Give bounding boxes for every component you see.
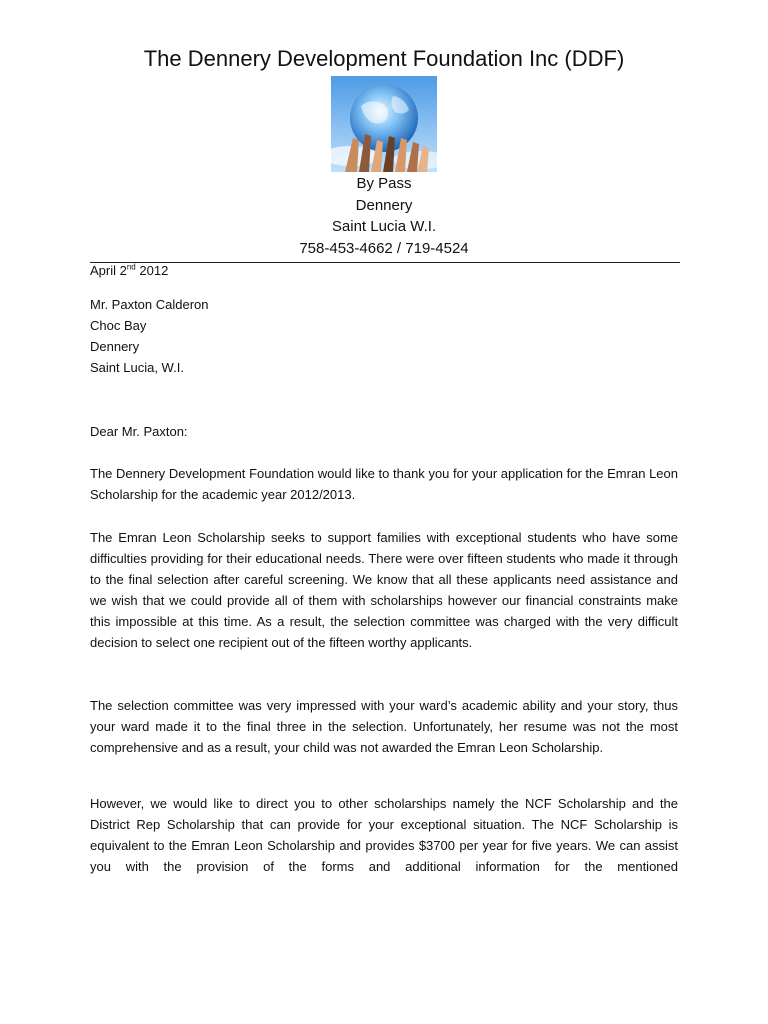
date-main: April 2 — [90, 263, 127, 278]
address-line-2: Dennery — [355, 197, 413, 214]
address-phone: 758-453-4662 / 719-4524 — [299, 240, 469, 257]
date-year: 2012 — [135, 263, 169, 278]
recipient-country: Saint Lucia, W.I. — [90, 360, 184, 375]
paragraph-2: The Emran Leon Scholarship seeks to support families with exceptional students who have some difficulties providing for their educational needs. There were over fifteen students who made it through to the final selection after careful screening. We know that all these applicants need assistance and we wish that we could provide all of them with scholarships however our financial constraints make this impossible at this time. As a result, the selection committee was charged with the very difficult decision to select one recipient out of the fifteen worthy applicants. — [90, 530, 678, 650]
address-line-3: Saint Lucia W.I. — [331, 218, 437, 235]
recipient-town: Dennery — [90, 339, 140, 354]
recipient-street: Choc Bay — [90, 318, 147, 333]
salutation: Dear Mr. Paxton: — [90, 424, 188, 439]
recipient-address — [90, 294, 678, 378]
date-suffix: nd — [126, 262, 136, 272]
letterhead-title: The Dennery Development Foundation Inc (DDF) — [143, 46, 625, 71]
paragraph-4: However, we would like to direct you to other scholarships namely the NCF Scholarship and the District Rep Scholarship that can provide for your exceptional situation. The NCF Scholarship is equivalent to the Emran Leon Scholarship and provides $3700 per year for five years. We can assist you with the provision of the forms and additional information for the mentioned — [90, 796, 678, 874]
globe-hands-logo — [331, 76, 437, 172]
letter-date — [90, 260, 678, 281]
paragraph-3: The selection committee was very impressed with your ward’s academic ability and your story, thus your ward made it to the final three in the selection. Unfortunately, her resume was not the most comprehensive and as a result, your child was not awarded the Emran Leon Scholarship. — [90, 698, 678, 755]
recipient-name: Mr. Paxton Calderon — [90, 297, 209, 312]
address-line-1: By Pass — [356, 175, 412, 192]
paragraph-1: The Dennery Development Foundation would like to thank you for your application for the Emran Leon Scholarship for the academic year 2012/2013. — [90, 466, 678, 502]
